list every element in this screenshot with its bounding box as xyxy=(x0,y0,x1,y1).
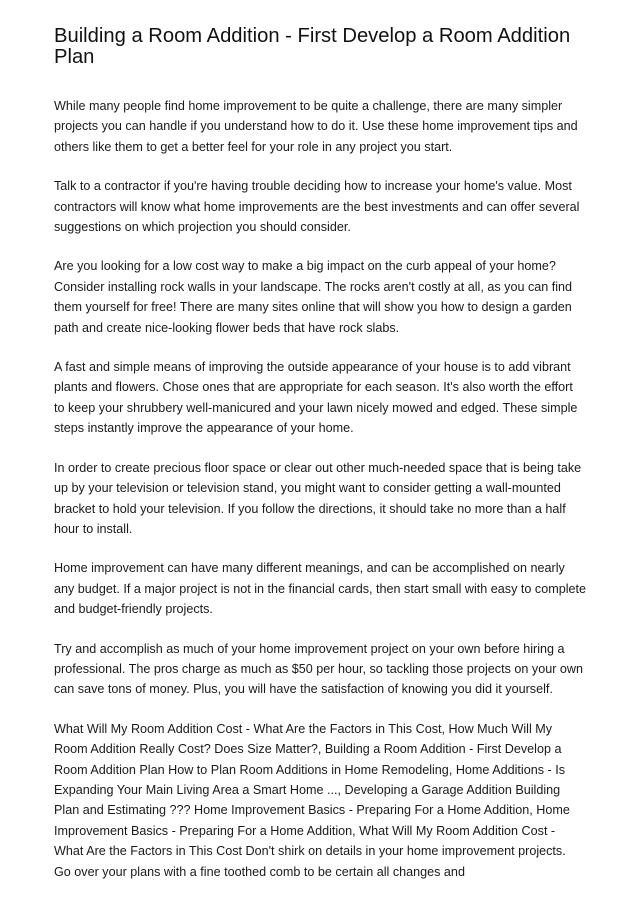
paragraph-5: In order to create precious floor space or clear out other much-needed space that is being take up by your television or television stand, you might want to consider getting a wall-mounted bracket to hold your television. If you follow the directions, it should take no more than a half hour to install. xyxy=(54,460,582,536)
document-body xyxy=(54,96,586,882)
paragraph-7: Try and accomplish as much of your home improvement project on your own before hiring a professional. The pros charge as much as $50 per hour, so tackling those projects on your own can save tons of money. Plus, you will have the satisfaction of knowing you did it yourself. xyxy=(54,641,584,697)
paragraph-4: A fast and simple means of improving the outside appearance of your house is to add vibrant plants and flowers. Chose ones that are appropriate for each season. It's also worth the effort to keep your shrubbery well-manicured and your lawn nicely mowed and edged. These simple steps instantly improve the appearance of your home. xyxy=(54,360,578,436)
paragraph-2: Talk to a contractor if you're having trouble deciding how to increase your home's value. Most contractors will know what home improvements are the best investments and can offer several suggestions on which projection you should consider. xyxy=(54,179,580,235)
paragraph-1: While many people find home improvement to be quite a challenge, there are many simpler projects you can handle if you understand how to do it. Use these home improvement tips and others like them to get a better feel for your role in any project you start. xyxy=(54,99,578,154)
paragraph-3: Are you looking for a low cost way to make a big impact on the curb appeal of your home? Consider installing rock walls in your landscape. The rocks aren't costly at all, as you can find them yourself for free! There are many sites online that will show you how to design a garden path and create nice-looking flower beds that have rock slabs. xyxy=(54,259,573,335)
document-title: Building a Room Addition - First Develop a Room Addition Plan xyxy=(54,25,571,68)
paragraph-8: What Will My Room Addition Cost - What Are the Factors in This Cost, How Much Will My Room Addition Really Cost? Does Size Matter?, Building a Room Addition - First Develop a Room Addition Plan How to Plan Room Additions in Home Remodeling, Home Additions - Is Expanding Your Main Living Area a Smart Home ..., Developing a Garage Addition Building Plan and Estimating ??? Home Improvement Basics - Preparing For a Home Addition, Home Improvement Basics - Preparing For a Home Addition, What Will My Room Addition Cost - What Are the Factors in This Cost Don't shirk on details in your home improvement projects. Go over your plans with a fine toothed comb to be certain all changes and xyxy=(54,721,570,879)
document-page xyxy=(54,26,586,901)
paragraph-6: Home improvement can have many different meanings, and can be accomplished on nearly any budget. If a major project is not in the financial cards, then start small with easy to complete and budget-friendly projects. xyxy=(54,561,586,617)
